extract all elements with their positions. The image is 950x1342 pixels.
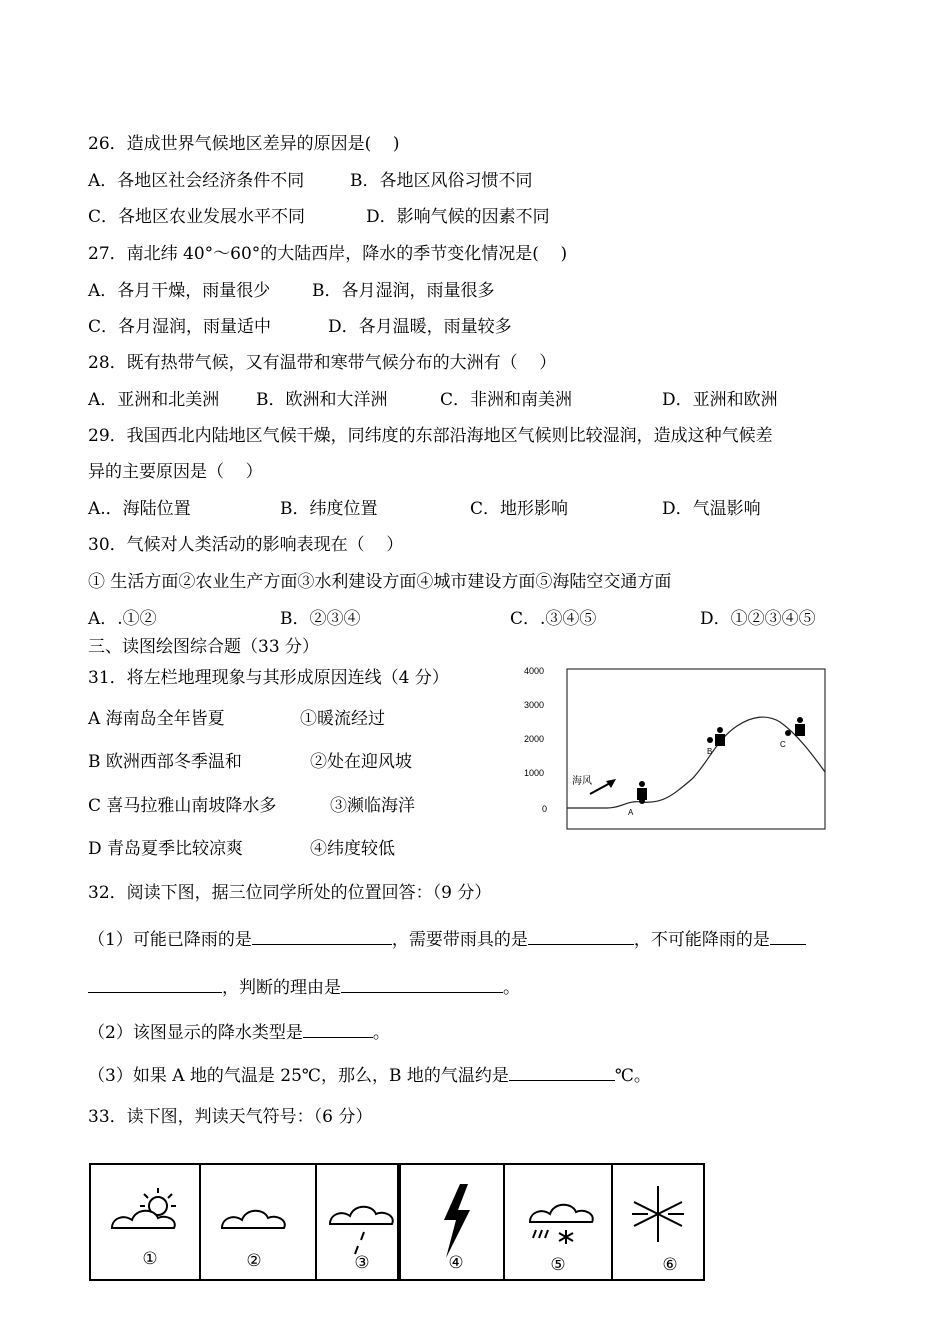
- q32-blank-precip-type[interactable]: [303, 1020, 373, 1038]
- q26-stem: 26．造成世界气候地区差异的原因是( ): [88, 134, 400, 154]
- q32-blank-need-umbrella[interactable]: [528, 927, 634, 945]
- q32-blank-reason[interactable]: [341, 975, 503, 993]
- q31-left-d: D 青岛夏季比较凉爽: [88, 839, 244, 859]
- q31-left-a: A 海南岛全年皆夏: [88, 709, 225, 729]
- y-tick-0: 0: [542, 804, 548, 814]
- q27-option-a: A．各月干燥，雨量很少: [88, 281, 271, 301]
- symbol-label-5: ⑤: [550, 1255, 566, 1275]
- q32-p2-text-b: 。: [372, 1023, 390, 1043]
- q31-right-2: ②处在迎风坡: [310, 752, 412, 772]
- weather-symbols-figure: [88, 1158, 708, 1288]
- sea-wind-label: 海风: [572, 776, 592, 787]
- lightning-icon: [444, 1184, 470, 1258]
- q27-option-b: B．各月湿润，雨量很多: [312, 281, 495, 301]
- q32-blank-no-rain-start[interactable]: [770, 927, 806, 945]
- q32-blank-no-rain[interactable]: [88, 975, 222, 993]
- light-rain-icon: [330, 1207, 393, 1254]
- cloudy-icon: [222, 1211, 285, 1228]
- q26-option-c: C．各地区农业发展水平不同: [88, 207, 306, 227]
- q30-option-d: D．①②③④⑤: [700, 609, 816, 629]
- sleet-icon: [530, 1205, 593, 1244]
- student-a-figure: [637, 781, 647, 804]
- snow-icon: [632, 1186, 684, 1242]
- q27-stem: 27．南北纬 40°～60°的大陆西岸，降水的季节变化情况是( ): [88, 244, 568, 264]
- q31-right-4: ④纬度较低: [310, 839, 395, 859]
- q26-option-a: A．各地区社会经济条件不同: [88, 171, 305, 191]
- q26-option-d: D．影响气候的因素不同: [366, 207, 550, 227]
- symbol-label-3: ③: [354, 1253, 370, 1273]
- q32-part1-cont: [88, 975, 520, 999]
- q33-stem: 33．读下图，判读天气符号：（6 分）: [88, 1107, 373, 1127]
- q32-part3: [88, 1063, 651, 1087]
- q32-p3-text-a: （3）如果 A 地的气温是 25℃，那么，B 地的气温约是: [88, 1066, 509, 1086]
- q32-p1-text-b: ，需要带雨具的是: [391, 930, 528, 950]
- y-tick-4000: 4000: [524, 666, 545, 676]
- q29-option-c: C．地形影响: [470, 499, 569, 519]
- q26-option-b: B．各地区风俗习惯不同: [350, 171, 533, 191]
- q31-right-1: ①暖流经过: [300, 709, 385, 729]
- q32-p1-text-c: ，不可能降雨的是: [633, 930, 770, 950]
- q29-option-d: D．气温影响: [662, 499, 761, 519]
- q32-part2: [88, 1020, 390, 1044]
- q32-p3-text-b: ℃。: [614, 1066, 651, 1086]
- q28-option-d: D．亚洲和欧洲: [662, 390, 778, 410]
- y-tick-3000: 3000: [524, 700, 545, 710]
- point-a-label: A: [628, 808, 634, 817]
- q29-stem-line1: 29．我国西北内陆地区气候干燥，同纬度的东部沿海地区气候则比较湿润，造成这种气候差: [88, 426, 773, 446]
- q28-stem: 28．既有热带气候，又有温带和寒带气候分布的大洲有（ ）: [88, 353, 557, 373]
- q30-option-b: B．②③④: [280, 609, 361, 629]
- point-c-label: C: [780, 740, 786, 749]
- q32-p1-text-e: 。: [503, 978, 520, 998]
- q32-p2-text-a: （2）该图显示的降水类型是: [88, 1023, 303, 1043]
- q31-stem: 31．将左栏地理现象与其形成原因连线（4 分）: [88, 668, 449, 688]
- q31-left-b: B 欧洲西部冬季温和: [88, 752, 242, 772]
- q27-option-c: C．各月湿润，雨量适中: [88, 317, 272, 337]
- q28-option-c: C．非洲和南美洲: [440, 390, 573, 410]
- symbol-label-2: ②: [246, 1251, 262, 1271]
- q28-option-b: B．欧洲和大洋洲: [256, 390, 388, 410]
- q28-option-a: A．亚洲和北美洲: [88, 390, 220, 410]
- q32-blank-temp-b[interactable]: [509, 1063, 615, 1081]
- plot-frame: [567, 669, 825, 829]
- q27-option-d: D．各月温暖，雨量较多: [328, 317, 512, 337]
- q32-stem: 32．阅读下图，据三位同学所处的位置回答：（9 分）: [88, 883, 492, 903]
- q29-option-b: B．纬度位置: [280, 499, 378, 519]
- q32-blank-rained[interactable]: [252, 927, 392, 945]
- q31-right-3: ③濒临海洋: [330, 796, 415, 816]
- q29-stem-line2: 异的主要原因是（ ）: [88, 462, 263, 482]
- student-c-figure: [785, 717, 805, 736]
- q31-left-c: C 喜马拉雅山南坡降水多: [88, 796, 277, 816]
- symbol-label-4: ④: [448, 1253, 464, 1273]
- q30-option-a: A．.①②: [88, 609, 157, 629]
- mountain-profile-figure: [522, 664, 830, 834]
- sea-wind-arrow: [590, 779, 616, 794]
- q32-p1-text-d: ，判断的理由是: [222, 978, 341, 998]
- q30-option-c: C．.③④⑤: [510, 609, 597, 629]
- symbol-label-6: ⑥: [662, 1255, 678, 1275]
- point-b-label: B: [707, 747, 713, 756]
- student-b-figure: [707, 727, 725, 746]
- partly-cloudy-icon: [112, 1188, 176, 1228]
- q30-items: ① 生活方面②农业生产方面③水利建设方面④城市建设方面⑤海陆空交通方面: [88, 572, 672, 592]
- section-3-heading: 三、读图绘图综合题（33 分）: [88, 637, 320, 657]
- q29-option-a: A.．海陆位置: [88, 499, 191, 519]
- q32-p1-text-a: （1）可能已降雨的是: [88, 930, 252, 950]
- q30-stem: 30．气候对人类活动的影响表现在（ ）: [88, 535, 404, 555]
- symbol-label-1: ①: [142, 1249, 158, 1269]
- y-tick-2000: 2000: [524, 734, 545, 744]
- q32-part1: [88, 927, 806, 951]
- y-tick-1000: 1000: [524, 768, 545, 778]
